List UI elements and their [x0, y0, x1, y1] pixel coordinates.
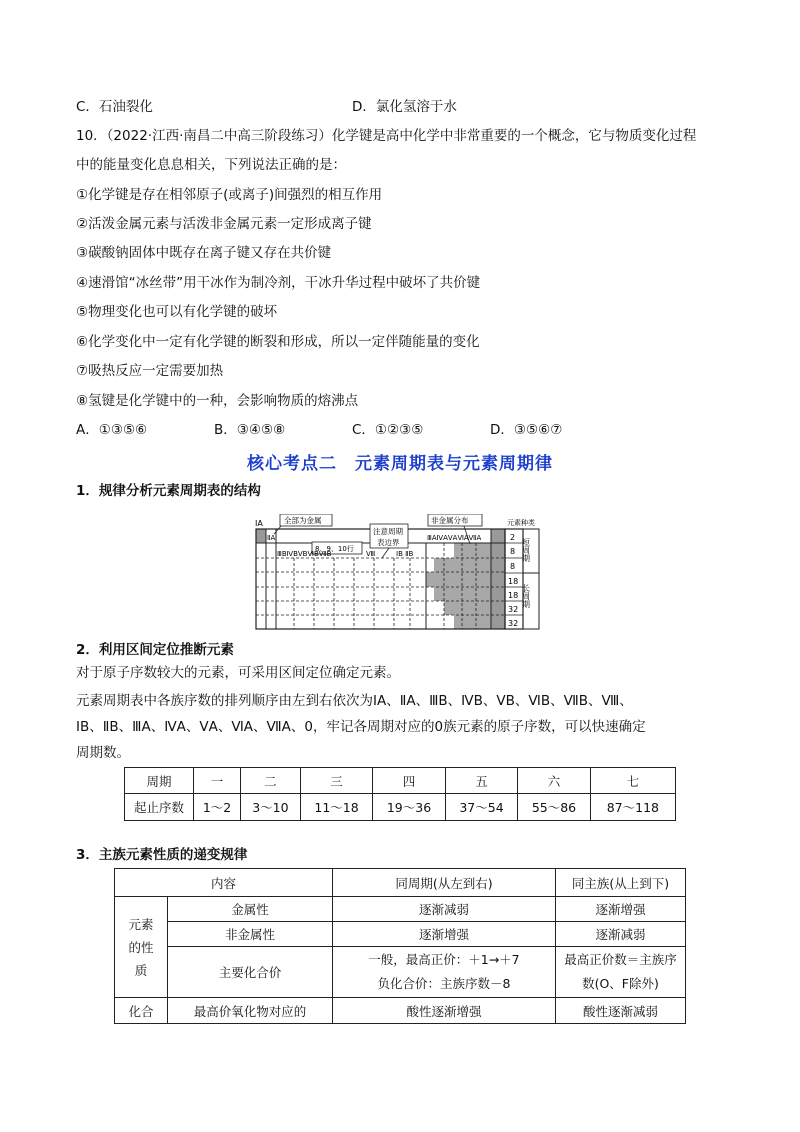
- table-cell: 逐渐增强: [555, 897, 685, 922]
- q10-option-c: C．①②③⑤: [352, 422, 424, 438]
- table-cell: 55～86: [518, 794, 590, 821]
- side-label-line: 的性: [128, 939, 154, 955]
- table-cell: 逐渐减弱: [555, 922, 685, 947]
- q10-statement-4: ④速滑馆“冰丝带”用干冰作为制冷剂，干冰升华过程中破坏了共价键: [76, 275, 481, 291]
- table-cell: 11～18: [300, 794, 372, 821]
- table-cell: 逐渐减弱: [332, 897, 555, 922]
- period-range-table: [124, 767, 676, 821]
- pt-ib-iib: ⅠB ⅡB: [396, 550, 414, 558]
- pt-callout-rows: 8、9、10行: [315, 545, 354, 553]
- periodic-table-diagram: [254, 514, 554, 630]
- pt-count: 8: [510, 562, 516, 571]
- q10-statement-3: ③碳酸钠固体中既存在离子键又存在共价键: [76, 245, 332, 261]
- section-heading: 核心考点二 元素周期表与元素周期律: [247, 454, 553, 474]
- table-row: [115, 869, 686, 897]
- side-label-line: 质: [134, 962, 148, 978]
- main-group-trends-table: [114, 868, 686, 1024]
- s2-paragraph-4: 周期数。: [76, 745, 130, 761]
- pt-count: 32: [508, 605, 519, 614]
- pt-callout-metal: 全部为金属: [284, 516, 322, 525]
- s1-title: 1．规律分析元素周期表的结构: [76, 483, 261, 499]
- s2-paragraph-2: 元素周期表中各族序数的排列顺序由左到右依次为ⅠA、ⅡA、ⅢB、ⅣB、ⅤB、ⅥB、ⅦB、Ⅷ、: [76, 693, 633, 709]
- table-header-content: 内容: [115, 869, 333, 897]
- table-cell: 起止序数: [125, 794, 194, 821]
- q10-statement-2: ②活泼金属元素与活泼非金属元素一定形成离子键: [76, 216, 372, 232]
- table-cell: 37～54: [445, 794, 517, 821]
- pt-count: 8: [510, 547, 516, 556]
- table-cell: 主要化合价: [168, 947, 333, 998]
- table-cell: 金属性: [168, 897, 333, 922]
- q10-options: [76, 421, 563, 439]
- s3-title: 3．主族元素性质的递变规律: [76, 847, 248, 863]
- pt-count: 18: [508, 577, 519, 586]
- table-cell: 非金属性: [168, 922, 333, 947]
- q10-option-d: D．③⑤⑥⑦: [490, 422, 563, 438]
- table-cell: 周期: [125, 768, 194, 794]
- table-row: [115, 998, 686, 1024]
- pt-group-1a: ⅠA: [255, 519, 263, 528]
- table-header-period: 同周期(从左到右): [332, 869, 555, 897]
- pt-b-groups: ⅢBⅣBⅤBⅥBⅦB: [277, 550, 332, 558]
- cell-line: 一般，最高正价：＋1→＋7: [368, 952, 520, 967]
- q10-statement-8: ⑧氢键是化学键中的一种，会影响物质的熔沸点: [76, 393, 359, 409]
- table-cell: 酸性逐渐减弱: [555, 998, 685, 1024]
- q9-options: [76, 98, 457, 116]
- table-side-label: [115, 897, 168, 998]
- q9-option-c: C．石油裂化: [76, 99, 153, 115]
- table-row: [115, 897, 686, 922]
- cell-line: 数(O、F除外): [582, 976, 659, 991]
- pt-a-groups: ⅢAⅣAⅤAⅥAⅦA: [427, 534, 482, 542]
- table-cell: 七: [590, 768, 675, 794]
- s2-paragraph-1: 对于原子序数较大的元素，可采用区间定位确定元素。: [76, 665, 400, 681]
- pt-callout-boundary-1: 注意周期: [373, 527, 403, 536]
- pt-count: 18: [508, 591, 519, 600]
- pt-count: 2: [510, 533, 516, 542]
- table-cell: 1～2: [194, 794, 241, 821]
- table-cell: 一: [194, 768, 241, 794]
- side-label-line: 元素: [128, 916, 154, 932]
- s2-title: 2．利用区间定位推断元素: [76, 642, 234, 658]
- table-row: [125, 768, 676, 794]
- cell-line: 负化合价：主族序数－8: [377, 976, 511, 991]
- table-cell: [332, 947, 555, 998]
- table-cell: 87～118: [590, 794, 675, 821]
- pt-element-count-header: 元素种类: [507, 519, 535, 527]
- table-cell: 最高价氧化物对应的: [168, 998, 333, 1024]
- table-cell: 化合: [115, 998, 168, 1024]
- table-cell: 六: [518, 768, 590, 794]
- table-cell: 四: [373, 768, 445, 794]
- q10-statement-1: ①化学键是存在相邻原子(或离子)间强烈的相互作用: [76, 187, 383, 203]
- table-row: [115, 947, 686, 998]
- table-row: [115, 922, 686, 947]
- table-cell: 二: [241, 768, 301, 794]
- table-row: [125, 794, 676, 821]
- table-header-group: 同主族(从上到下): [555, 869, 685, 897]
- q10-option-b: B．③④⑤⑧: [214, 422, 286, 438]
- cell-line: 最高正价数＝主族序: [564, 952, 677, 967]
- pt-group-2a: ⅡA: [267, 534, 276, 542]
- pt-count: 32: [508, 619, 519, 628]
- q10-stem-line1: 10．（2022·江西·南昌二中高三阶段练习）化学键是高中化学中非常重要的一个概念，它与物质变化过程: [76, 128, 697, 144]
- pt-callout-boundary-2: 表边界: [377, 538, 400, 547]
- table-cell: 三: [300, 768, 372, 794]
- q10-statement-5: ⑤物理变化也可以有化学键的破坏: [76, 304, 278, 320]
- q10-option-a: A．①③⑤⑥: [76, 422, 148, 438]
- table-cell: 3～10: [241, 794, 301, 821]
- table-cell: 逐渐增强: [332, 922, 555, 947]
- pt-callout-nonmetal: 非金属分布: [431, 516, 469, 525]
- q10-statement-6: ⑥化学变化中一定有化学键的断裂和形成，所以一定伴随能量的变化: [76, 334, 480, 350]
- s2-paragraph-3: ⅠB、ⅡB、ⅢA、ⅣA、ⅤA、ⅥA、ⅦA、0，牢记各周期对应的0族元素的原子序数，可以快速确定: [76, 719, 646, 735]
- table-cell: 19～36: [373, 794, 445, 821]
- pt-short-period: 短周期: [521, 538, 531, 562]
- pt-long-period: 长周期: [521, 584, 531, 608]
- table-cell: 五: [445, 768, 517, 794]
- q9-option-d: D．氯化氢溶于水: [352, 99, 457, 115]
- table-cell: 酸性逐渐增强: [332, 998, 555, 1024]
- q10-stem-line2: 中的能量变化息息相关，下列说法正确的是：: [76, 157, 346, 173]
- table-cell: [555, 947, 685, 998]
- pt-group-8: Ⅷ: [366, 550, 376, 558]
- q10-statement-7: ⑦吸热反应一定需要加热: [76, 363, 224, 379]
